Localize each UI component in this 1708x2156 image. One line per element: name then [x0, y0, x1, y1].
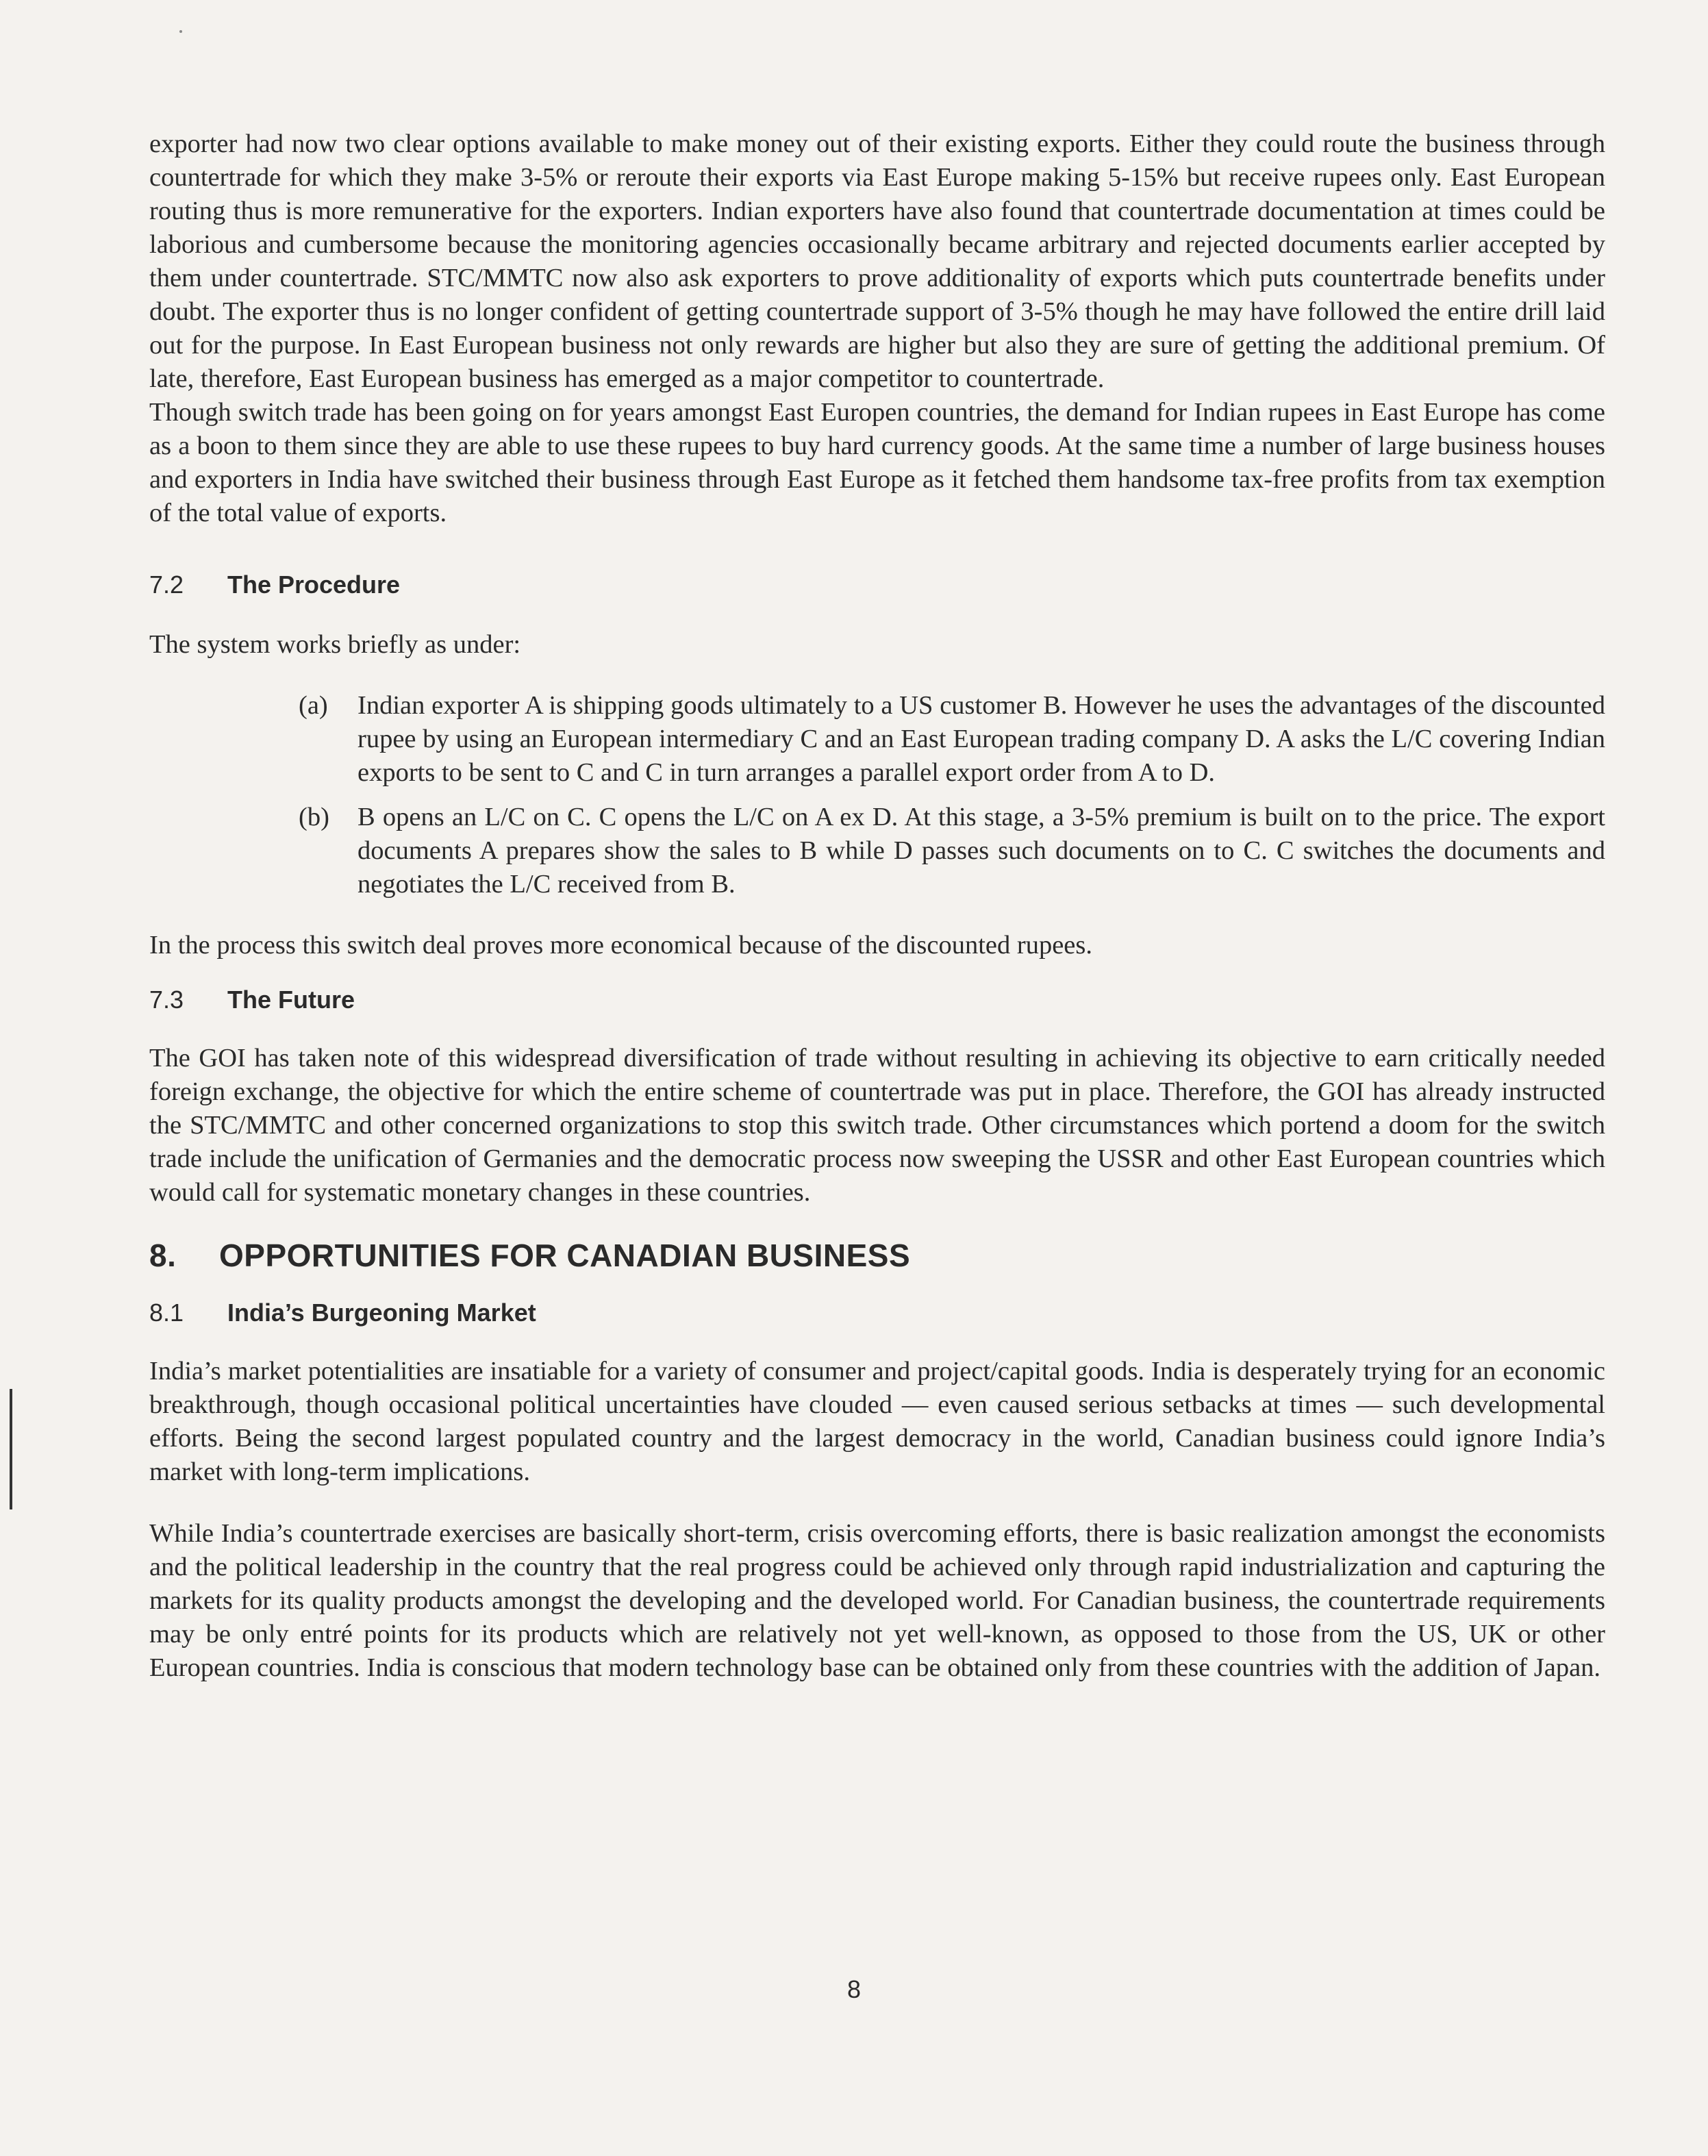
paragraph-future: The GOI has taken note of this widespread diversification of trade without resulting in achieving its objective to earn critically needed foreign exchange, the objective for which the entire scheme of countertrade was put in place. Therefore, the GOI has already instructed the STC/MMTC and other concerned organizations to stop this switch trade. Other circumstances which portend a doom for the switch trade include the unification of Germanies and the democratic process now sweeping the USSR and other East European countries which would call for systematic monetary changes in these countries.: [149, 1044, 1605, 1207]
heading-title: OPPORTUNITIES FOR CANADIAN BUSINESS: [219, 1238, 911, 1273]
list-label: (b): [299, 803, 329, 831]
list-item-b: [299, 801, 1605, 901]
paragraph-market-potential: India’s market potentialities are insatiable for a variety of consumer and project/capital goods. India is desperately trying for an economic breakthrough, though occasional political uncertainties have clouded — even caused serious setbacks at times — such developmental efforts. Being the second largest populated country and the largest democracy in the world, Canadian business could ignore India’s market with long-term implications.: [149, 1357, 1605, 1486]
heading-7-3: [149, 984, 1605, 1016]
heading-8-1: [149, 1297, 1605, 1329]
list-label: (a): [299, 691, 328, 720]
paragraph-industrialization: While India’s countertrade exercises are basically short-term, crisis overcoming efforts, there is basic realization amongst the economists and the political leadership in the country that the real progress could be achieved only through rapid industrialization and capturing the markets for its quality products amongst the developing and the developed world. For Canadian business, the countertrade requirements may be only entré points for its products which are relatively not yet well-known, as opposed to those from the US, UK or other European countries. India is conscious that modern technology base can be obtained only from these countries with the addition of Japan.: [149, 1519, 1605, 1682]
procedure-intro: The system works briefly as under:: [149, 630, 521, 659]
list-item-a: [299, 689, 1605, 790]
page-number: 8: [846, 1975, 862, 2003]
margin-binding-line: [10, 1389, 12, 1509]
list-text: B opens an L/C on C. C opens the L/C on A ex D. At this stage, a 3-5% premium is built on to the price. The export documents A prepares show the sales to B while D passes such documents on to C. C switches the documents and negotiates the L/C received from B.: [357, 803, 1605, 899]
heading-number: 7.3: [149, 986, 184, 1014]
list-text: Indian exporter A is shipping goods ultimately to a US customer B. However he uses the advantages of the discounted rupee by using an European intermediary C and an East European trading company D. A asks the L/C covering Indian exports to be sent to C and C in turn arranges a parallel export order from A to D.: [357, 691, 1605, 787]
procedure-closing: In the process this switch deal proves more economical because of the discounted rupees.: [149, 931, 1092, 960]
heading-number: 8.: [149, 1238, 177, 1273]
heading-title: The Future: [227, 986, 355, 1014]
heading-number: 8.1: [149, 1299, 184, 1327]
heading-7-2: [149, 569, 1605, 601]
heading-section-8: [149, 1236, 1605, 1275]
page-content: [149, 127, 1605, 1685]
heading-title: India’s Burgeoning Market: [227, 1299, 536, 1327]
stray-mark: [179, 30, 182, 33]
heading-number: 7.2: [149, 571, 184, 599]
paragraph-export-options: exporter had now two clear options available to make money out of their existing exports. Either they could route the business through countertrade for which they make 3-5% or reroute their exports via East Europe making 5-15% but receive rupees only. East European routing thus is more remunerative for the exporters. Indian exporters have also found that countertrade documentation at times could be laborious and cumbersome because the monitoring agencies occasionally became arbitrary and rejected documents earlier accepted by them under countertrade. STC/MMTC now also ask exporters to prove additionality of exports which puts countertrade benefits under doubt. The exporter thus is no longer confident of getting countertrade support of 3-5% though he may have followed the entire drill laid out for the purpose. In East European business not only rewards are higher but also they are sure of getting the additional premium. Of late, therefore, East European business has emerged as a major competitor to countertrade.: [149, 129, 1605, 393]
paragraph-switch-trade: Though switch trade has been going on for years amongst East Europen countries, the demand for Indian rupees in East Europe has come as a boon to them since they are able to use these rupees to buy hard currency goods. At the same time a number of large business houses and exporters in India have switched their business through East Europe as it fetched them handsome tax-free profits from tax exemption of the total value of exports.: [149, 398, 1605, 527]
heading-title: The Procedure: [227, 571, 401, 599]
